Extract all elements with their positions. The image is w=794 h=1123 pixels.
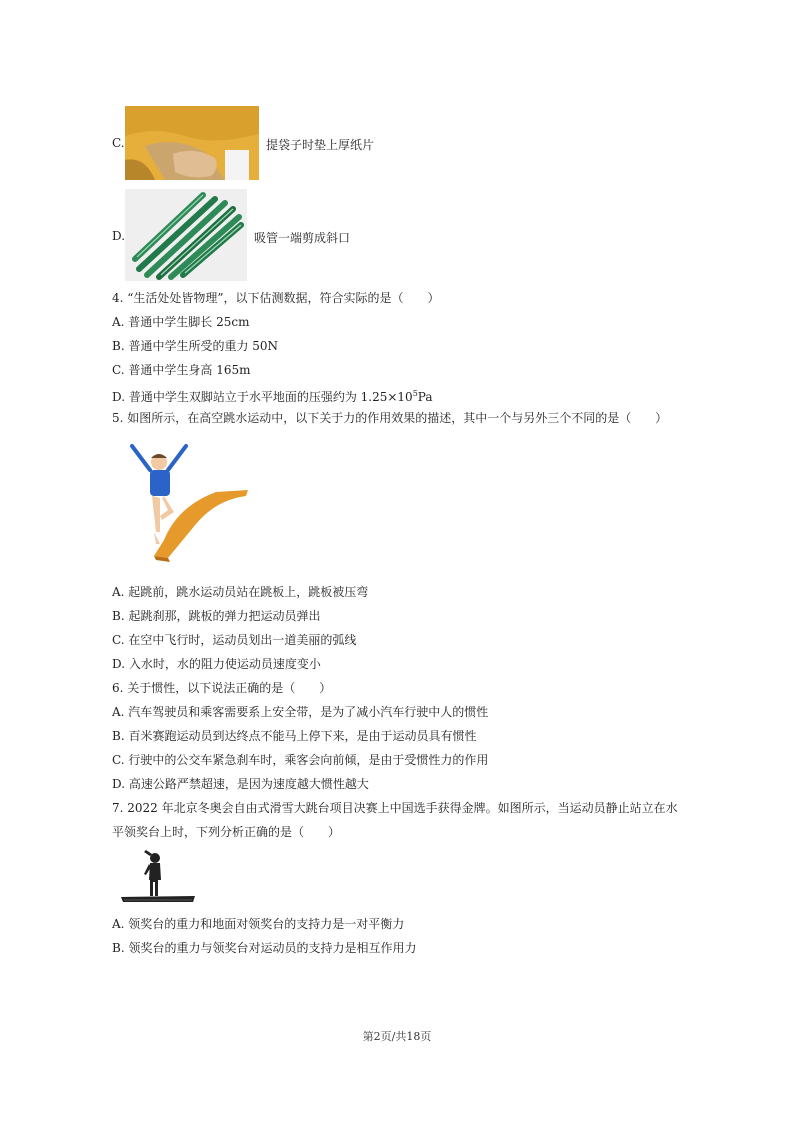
q7-stem-line2: 平领奖台上时，下列分析正确的是（ ） — [112, 825, 341, 839]
q3-option-d-text: 吸管一端剪成斜口 — [254, 231, 351, 245]
q4-option-d-exponent: 5 — [412, 389, 418, 398]
q3-option-c-letter: C. — [112, 136, 125, 150]
q3-option-d-letter: D. — [112, 229, 126, 243]
q6-option-c: C. 行驶中的公交车紧急刹车时，乘客会向前倾，是由于受惯性力的作用 — [112, 753, 489, 767]
q5-option-d: D. 入水时，水的阻力使运动员速度变小 — [112, 657, 321, 671]
q4-option-d-text: D. 普通中学生双脚站立于水平地面的压强约为 1.25×10 — [112, 390, 413, 404]
q4-option-c: C. 普通中学生身高 165m — [112, 363, 251, 377]
q5-option-b: B. 起跳刹那，跳板的弹力把运动员弹出 — [112, 609, 321, 623]
q7-option-b: B. 领奖台的重力与领奖台对运动员的支持力是相互作用力 — [112, 941, 417, 955]
diver-illustration — [126, 440, 252, 564]
q7-option-a: A. 领奖台的重力和地面对领奖台的支持力是一对平衡力 — [112, 917, 405, 931]
q4-option-d-unit: Pa — [417, 390, 433, 404]
q5-stem: 5. 如图所示，在高空跳水运动中，以下关于力的作用效果的描述，其中一个与另外三个不同的是（ ） — [112, 411, 668, 425]
q7-stem-line1: 7. 2022 年北京冬奥会自由式滑雪大跳台项目决赛上中国选手获得金牌。如图所示，当运动员静止站立在水 — [112, 801, 678, 815]
q6-stem: 6. 关于惯性，以下说法正确的是（ ） — [112, 681, 332, 695]
q6-option-a: A. 汽车驾驶员和乘客需要系上安全带，是为了减小汽车行驶中人的惯性 — [112, 705, 489, 719]
q4-option-d — [112, 386, 432, 405]
q6-option-b: B. 百米赛跑运动员到达终点不能马上停下来，是由于运动员具有惯性 — [112, 729, 477, 743]
straws-photo — [125, 189, 247, 281]
page-number: 第2页/共18页 — [362, 1030, 432, 1043]
q4-stem: 4. “生活处处皆物理”，以下估测数据，符合实际的是（ ） — [112, 291, 440, 305]
q4-option-a: A. 普通中学生脚长 25cm — [112, 315, 250, 329]
q6-option-d: D. 高速公路严禁超速，是因为速度越大惯性越大 — [112, 777, 369, 791]
q4-option-b: B. 普通中学生所受的重力 50N — [112, 339, 279, 353]
podium-athlete-illustration — [120, 850, 196, 908]
q5-option-a: A. 起跳前，跳水运动员站在跳板上，跳板被压弯 — [112, 585, 369, 599]
q5-option-c: C. 在空中飞行时，运动员划出一道美丽的弧线 — [112, 633, 357, 647]
bag-sleeve-photo — [125, 106, 259, 180]
q3-option-c-text: 提袋子时垫上厚纸片 — [266, 138, 375, 152]
